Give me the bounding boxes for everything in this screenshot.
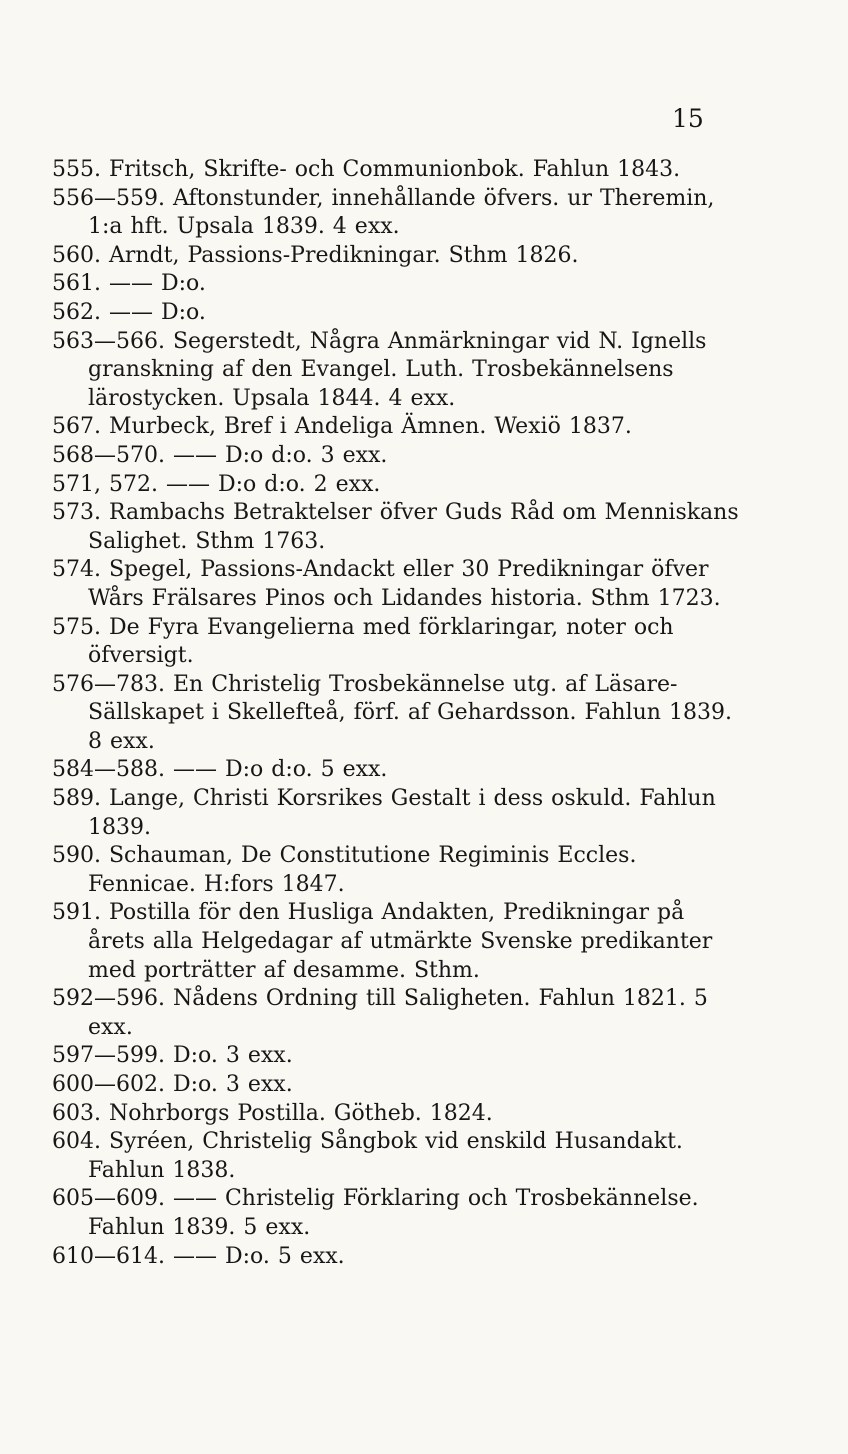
catalog-entry-560: 560. Arndt, Passions-Predikningar. Sthm 1826. xyxy=(52,242,579,268)
catalog-entry-571: 571, 572. —— D:o d:o. 2 exx. xyxy=(52,471,381,497)
catalog-entry-590: 590. Schauman, De Constitutione Regiminis Eccles. Fennicae. H:fors 1847. xyxy=(52,843,637,897)
catalog-entry-610: 610—614. —— D:o. 5 exx. xyxy=(52,1243,345,1269)
catalog-entry-568: 568—570. —— D:o d:o. 3 exx. xyxy=(52,442,388,468)
catalog-entry-561: 561. —— D:o. xyxy=(52,271,206,297)
catalog-entry-597: 597—599. D:o. 3 exx. xyxy=(52,1043,293,1069)
catalog-entry-562: 562. —— D:o. xyxy=(52,299,206,325)
catalog-entry-563: 563—566. Segerstedt, Några Anmärkningar vid N. Ignells granskning af den Evangel. Luth. Trosbekännelsens lärostycken. Upsala 1844. 4 exx. xyxy=(52,328,707,411)
catalog-entry-600: 600—602. D:o. 3 exx. xyxy=(52,1072,293,1097)
catalog-entries xyxy=(52,156,742,1271)
catalog-entry-574: 574. Spegel, Passions-Andackt eller 30 Predikningar öfver Wårs Frälsares Pinos och Lidandes historia. Sthm 1723. xyxy=(52,557,721,611)
catalog-entry-604: 604. Syréen, Christelig Sångbok vid enskild Husandakt. Fahlun 1838. xyxy=(52,1129,683,1183)
catalog-entry-605: 605—609. —— Christelig Förklaring och Trosbekännelse. Fahlun 1839. 5 exx. xyxy=(52,1186,699,1240)
catalog-entry-603: 603. Nohrborgs Postilla. Götheb. 1824. xyxy=(52,1100,493,1126)
catalog-entry-584: 584—588. —— D:o d:o. 5 exx. xyxy=(52,757,388,783)
catalog-entry-573: 573. Rambachs Betraktelser öfver Guds Råd om Menniskans Salighet. Sthm 1763. xyxy=(52,500,739,554)
catalog-entry-556: 556—559. Aftonstunder, innehållande öfvers. ur Theremin, 1:a hft. Upsala 1839. 4 exx. xyxy=(52,185,715,240)
catalog-entry-592: 592—596. Nådens Ordning till Saligheten. Fahlun 1821. 5 exx. xyxy=(52,986,708,1040)
page-number: 15 xyxy=(672,104,704,133)
catalog-entry-589: 589. Lange, Christi Korsrikes Gestalt i dess oskuld. Fahlun 1839. xyxy=(52,786,716,840)
catalog-entry-555: 555. Fritsch, Skrifte- och Communionbok. Fahlun 1843. xyxy=(52,157,681,182)
catalog-entry-575: 575. De Fyra Evangelierna med förklaringar, noter och öfversigt. xyxy=(52,614,674,669)
catalog-entry-567: 567. Murbeck, Bref i Andeliga Ämnen. Wexiö 1837. xyxy=(52,414,632,440)
catalog-entry-591: 591. Postilla för den Husliga Andakten, Predikningar på årets alla Helgedagar af utmärkte Svenske predikanter med porträtter af desamme. Sthm. xyxy=(52,900,713,983)
catalog-entry-576: 576—783. En Christelig Trosbekännelse utg. af Läsare-Sällskapet i Skellefteå, förf. af Gehardsson. Fahlun 1839. 8 exx. xyxy=(52,671,732,754)
